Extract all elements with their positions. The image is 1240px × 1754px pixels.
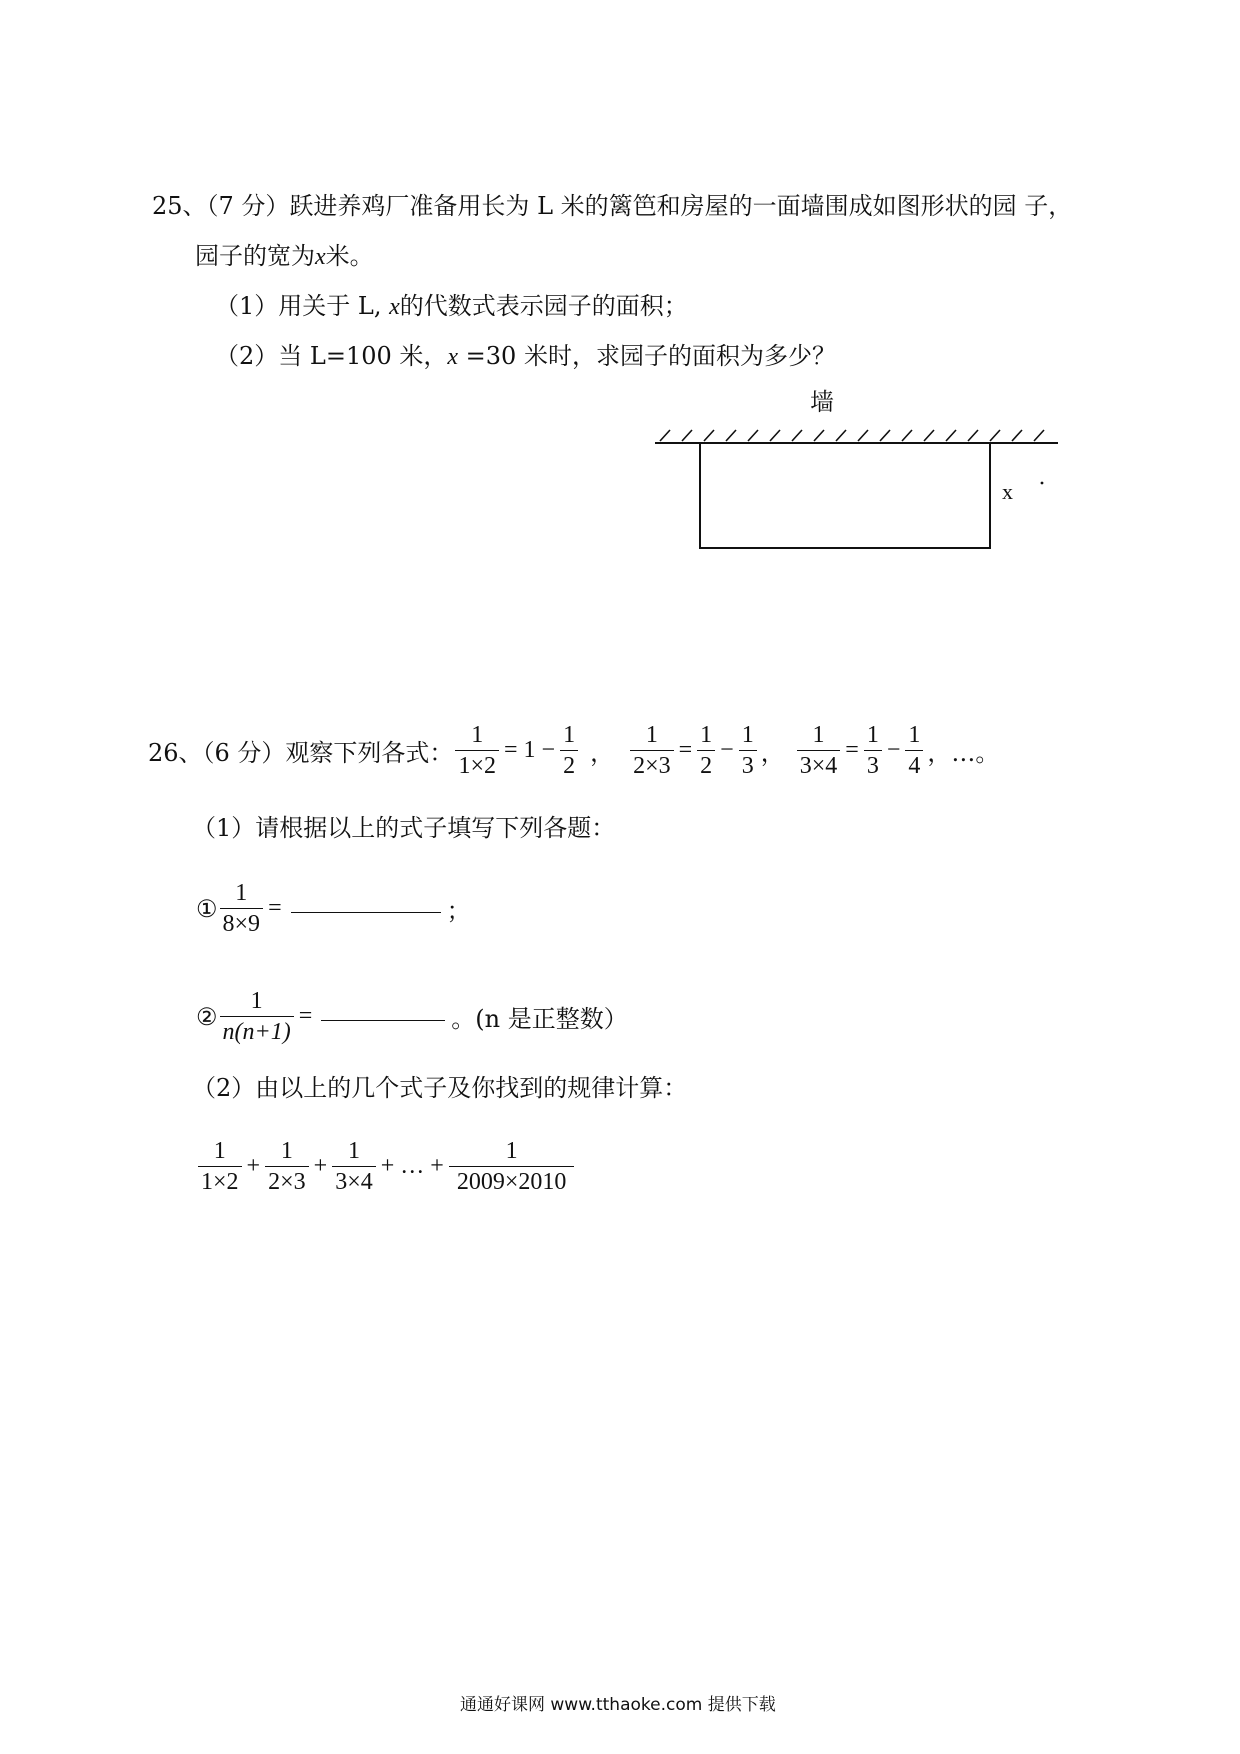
ex3-minus: −	[886, 737, 901, 763]
q25-line1: 25、（7 分）跃进养鸡厂准备用长为 L 米的篱笆和房屋的一面墙围成如图形状的园 子，	[152, 192, 1073, 220]
q26-sub2: （2）由以上的几个式子及你找到的规律计算：	[192, 1074, 688, 1102]
sum-plus-2: +	[313, 1153, 328, 1179]
item2-eq: =	[298, 1003, 313, 1029]
q25-sub2-text-a: （2）当 L=100 米，	[215, 342, 448, 370]
page-footer: 通通好课网 www.tthaoke.com 提供下载	[460, 1695, 776, 1715]
q25-sub2-var: x	[447, 344, 459, 370]
item2-answer-blank[interactable]	[321, 1020, 445, 1021]
ex1-lhs: $\frac{1}{1\times 2}$	[455, 722, 499, 779]
q25-sub2-text-b: =30 米时，求园子的面积为多少？	[458, 342, 836, 370]
q25-sub1-var: x	[389, 294, 400, 320]
ex2-r2: $\frac{1}{3}$	[739, 722, 757, 779]
item1-answer-blank[interactable]	[291, 912, 441, 913]
width-label-x: x	[1002, 479, 1013, 504]
sum-ellipsis: …	[400, 1153, 425, 1179]
q25-sub1-text-b: 的代数式表示园子的面积；	[399, 292, 688, 320]
q25-sub1	[215, 290, 688, 323]
garden-fence	[700, 443, 990, 548]
q25-line2-text-b: 米。	[325, 242, 374, 270]
sum-plus-4: +	[430, 1153, 444, 1179]
sum-term-3: $\frac{1}{3\times 4}$	[332, 1138, 376, 1195]
q26-item1	[196, 880, 471, 937]
ex1-r1: 1	[523, 737, 536, 763]
q25-line2	[195, 240, 374, 273]
q26-intro: 26、（6 分）观察下列各式：	[148, 739, 454, 767]
wall-label: 墙	[810, 388, 834, 416]
item2-marker: ②	[196, 1002, 218, 1031]
ex2-lhs: $\frac{1}{2\times 3}$	[630, 722, 674, 779]
ex1-minus: −	[541, 737, 556, 763]
sum-term-2: $\frac{1}{2\times 3}$	[265, 1138, 309, 1195]
q25-var-x: x	[315, 244, 326, 270]
wall-hatching	[660, 430, 1044, 441]
garden-figure	[640, 385, 1080, 555]
q26-sub1: （1）请根据以上的式子填写下列各题：	[192, 814, 616, 842]
item1-fraction: $\frac{1}{8\times 9}$	[220, 880, 264, 937]
q25-sub1-text-a: （1）用关于 L,	[215, 292, 382, 320]
ex2-minus: −	[720, 737, 734, 763]
stray-dot	[1041, 482, 1044, 485]
sum-plus-3: +	[380, 1153, 395, 1179]
ex3-lhs: $\frac{1}{3\times 4}$	[797, 722, 841, 779]
ex1-sep: ，	[590, 739, 615, 767]
item1-tail: ；	[446, 897, 471, 925]
sum-plus-1: +	[246, 1153, 261, 1179]
ex3-r1: $\frac{1}{3}$	[864, 722, 882, 779]
q25-line2-text-a: 园子的宽为	[195, 242, 315, 270]
ex3-sep: ，…。	[927, 739, 1000, 767]
item2-tail: 。(n 是正整数）	[451, 1005, 628, 1033]
q26-sum-expression	[196, 1138, 576, 1195]
ex2-r1: $\frac{1}{2}$	[697, 722, 715, 779]
ex3-r2: $\frac{1}{4}$	[905, 722, 923, 779]
sum-term-1: $\frac{1}{1\times 2}$	[198, 1138, 242, 1195]
ex1-r2: $\frac{1}{2}$	[560, 722, 578, 779]
q25-sub2	[215, 340, 836, 373]
sum-term-last: $\frac{1}{2009\times 2010}$	[449, 1138, 575, 1195]
ex2-sep: ，	[760, 739, 785, 767]
item2-fraction: $\frac{1}{n(n+1)}$	[220, 988, 294, 1045]
item1-eq: =	[268, 895, 282, 921]
q26-intro-row: 26、（6 分）观察下列各式： $\frac{1}{1\times 2}$ = 1 − $\frac{1}{2}$ ， $\frac{1}{2\times 3}$ = $\frac{1}{2}$ − $\frac{1}{3}$ ， $\frac{1}{3\times 4}$ = $\frac{1}{3}$ − $\frac{1}{4}$ ，…。	[148, 722, 1000, 779]
q26-item2	[196, 988, 628, 1045]
item1-marker: ①	[196, 894, 218, 923]
